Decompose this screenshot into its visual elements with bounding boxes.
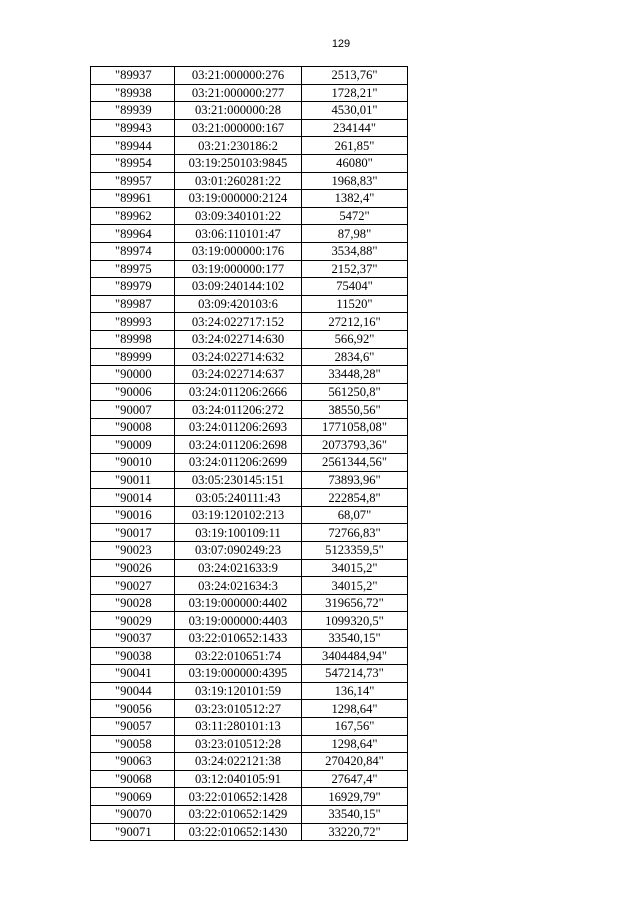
cadastral-number-cell: 03:06:110101:47 xyxy=(175,225,302,243)
value-cell: 4530,01" xyxy=(302,102,408,120)
value-cell: 87,98" xyxy=(302,225,408,243)
table-row xyxy=(91,577,408,595)
record-number-cell: "90063 xyxy=(91,753,175,771)
cadastral-number-cell: 03:11:280101:13 xyxy=(175,717,302,735)
table-row xyxy=(91,383,408,401)
table-row xyxy=(91,401,408,419)
cadastral-number-cell: 03:21:000000:167 xyxy=(175,119,302,137)
table-row xyxy=(91,612,408,630)
table-row xyxy=(91,313,408,331)
value-cell: 270420,84" xyxy=(302,753,408,771)
record-number-cell: "89938 xyxy=(91,84,175,102)
record-number-cell: "90008 xyxy=(91,418,175,436)
cadastral-number-cell: 03:21:000000:277 xyxy=(175,84,302,102)
record-number-cell: "90027 xyxy=(91,577,175,595)
value-cell: 1771058,08" xyxy=(302,418,408,436)
record-number-cell: "89954 xyxy=(91,154,175,172)
cadastral-number-cell: 03:24:021634:3 xyxy=(175,577,302,595)
value-cell: 222854,8" xyxy=(302,489,408,507)
cadastral-number-cell: 03:05:240111:43 xyxy=(175,489,302,507)
record-number-cell: "90058 xyxy=(91,735,175,753)
value-cell: 72766,83" xyxy=(302,524,408,542)
table-row xyxy=(91,788,408,806)
value-cell: 11520" xyxy=(302,295,408,313)
cadastral-number-cell: 03:05:230145:151 xyxy=(175,471,302,489)
record-number-cell: "89974 xyxy=(91,242,175,260)
value-cell: 27212,16" xyxy=(302,313,408,331)
value-cell: 3534,88" xyxy=(302,242,408,260)
value-cell: 33540,15" xyxy=(302,630,408,648)
value-cell: 33448,28" xyxy=(302,366,408,384)
table-row xyxy=(91,330,408,348)
record-number-cell: "90010 xyxy=(91,454,175,472)
table-row xyxy=(91,278,408,296)
table-row xyxy=(91,102,408,120)
table-row xyxy=(91,366,408,384)
cadastral-number-cell: 03:21:000000:276 xyxy=(175,67,302,85)
value-cell: 1728,21" xyxy=(302,84,408,102)
record-number-cell: "90071 xyxy=(91,823,175,841)
cadastral-number-cell: 03:19:000000:4402 xyxy=(175,594,302,612)
cadastral-number-cell: 03:24:022717:152 xyxy=(175,313,302,331)
record-number-cell: "90044 xyxy=(91,682,175,700)
value-cell: 34015,2" xyxy=(302,559,408,577)
record-number-cell: "90070 xyxy=(91,805,175,823)
cadastral-number-cell: 03:24:011206:2666 xyxy=(175,383,302,401)
value-cell: 136,14" xyxy=(302,682,408,700)
value-cell: 3404484,94" xyxy=(302,647,408,665)
cadastral-number-cell: 03:19:000000:177 xyxy=(175,260,302,278)
record-number-cell: "90009 xyxy=(91,436,175,454)
value-cell: 68,07" xyxy=(302,506,408,524)
cadastral-number-cell: 03:01:260281:22 xyxy=(175,172,302,190)
value-cell: 34015,2" xyxy=(302,577,408,595)
record-number-cell: "89937 xyxy=(91,67,175,85)
record-number-cell: "89944 xyxy=(91,137,175,155)
cadastral-number-cell: 03:24:011206:272 xyxy=(175,401,302,419)
table-row xyxy=(91,542,408,560)
value-cell: 75404" xyxy=(302,278,408,296)
record-number-cell: "90017 xyxy=(91,524,175,542)
record-number-cell: "90069 xyxy=(91,788,175,806)
cadastral-number-cell: 03:24:011206:2698 xyxy=(175,436,302,454)
table-row xyxy=(91,647,408,665)
cadastral-number-cell: 03:19:000000:4403 xyxy=(175,612,302,630)
cadastral-number-cell: 03:22:010652:1433 xyxy=(175,630,302,648)
table-row xyxy=(91,506,408,524)
cadastral-number-cell: 03:22:010652:1430 xyxy=(175,823,302,841)
record-number-cell: "90000 xyxy=(91,366,175,384)
table-row xyxy=(91,770,408,788)
cadastral-number-cell: 03:24:011206:2693 xyxy=(175,418,302,436)
cadastral-number-cell: 03:19:250103:9845 xyxy=(175,154,302,172)
table-row xyxy=(91,594,408,612)
table-row xyxy=(91,682,408,700)
table-row xyxy=(91,295,408,313)
table-row xyxy=(91,735,408,753)
cadastral-number-cell: 03:19:000000:4395 xyxy=(175,665,302,683)
table-row xyxy=(91,190,408,208)
value-cell: 46080" xyxy=(302,154,408,172)
value-cell: 5123359,5" xyxy=(302,542,408,560)
cadastral-number-cell: 03:19:000000:176 xyxy=(175,242,302,260)
record-number-cell: "90029 xyxy=(91,612,175,630)
record-number-cell: "89939 xyxy=(91,102,175,120)
value-cell: 5472" xyxy=(302,207,408,225)
table-row xyxy=(91,630,408,648)
cadastral-number-cell: 03:22:010652:1429 xyxy=(175,805,302,823)
cadastral-number-cell: 03:24:011206:2699 xyxy=(175,454,302,472)
table-row xyxy=(91,137,408,155)
cadastral-number-cell: 03:22:010652:1428 xyxy=(175,788,302,806)
cadastral-number-cell: 03:23:010512:27 xyxy=(175,700,302,718)
value-cell: 1968,83" xyxy=(302,172,408,190)
value-cell: 566,92" xyxy=(302,330,408,348)
table-row xyxy=(91,489,408,507)
value-cell: 234144" xyxy=(302,119,408,137)
table-row xyxy=(91,471,408,489)
cadastral-number-cell: 03:24:022714:637 xyxy=(175,366,302,384)
value-cell: 2152,37" xyxy=(302,260,408,278)
record-number-cell: "90037 xyxy=(91,630,175,648)
table-row xyxy=(91,119,408,137)
table-row xyxy=(91,260,408,278)
cadastral-number-cell: 03:24:022121:38 xyxy=(175,753,302,771)
table-row xyxy=(91,207,408,225)
cadastral-number-cell: 03:21:000000:28 xyxy=(175,102,302,120)
record-number-cell: "90007 xyxy=(91,401,175,419)
record-number-cell: "90023 xyxy=(91,542,175,560)
cadastral-number-cell: 03:22:010651:74 xyxy=(175,647,302,665)
table-row xyxy=(91,418,408,436)
table-row xyxy=(91,84,408,102)
record-number-cell: "90014 xyxy=(91,489,175,507)
registry-table-body xyxy=(91,67,408,841)
record-number-cell: "90016 xyxy=(91,506,175,524)
table-row xyxy=(91,753,408,771)
value-cell: 167,56" xyxy=(302,717,408,735)
value-cell: 27647,4" xyxy=(302,770,408,788)
record-number-cell: "89957 xyxy=(91,172,175,190)
value-cell: 1298,64" xyxy=(302,700,408,718)
cadastral-number-cell: 03:09:340101:22 xyxy=(175,207,302,225)
record-number-cell: "90026 xyxy=(91,559,175,577)
cadastral-number-cell: 03:19:120102:213 xyxy=(175,506,302,524)
table-row xyxy=(91,717,408,735)
record-number-cell: "90068 xyxy=(91,770,175,788)
value-cell: 73893,96" xyxy=(302,471,408,489)
record-number-cell: "89961 xyxy=(91,190,175,208)
value-cell: 1298,64" xyxy=(302,735,408,753)
cadastral-number-cell: 03:24:021633:9 xyxy=(175,559,302,577)
cadastral-number-cell: 03:21:230186:2 xyxy=(175,137,302,155)
value-cell: 2073793,36" xyxy=(302,436,408,454)
table-row xyxy=(91,454,408,472)
value-cell: 38550,56" xyxy=(302,401,408,419)
cadastral-number-cell: 03:07:090249:23 xyxy=(175,542,302,560)
value-cell: 1099320,5" xyxy=(302,612,408,630)
record-number-cell: "89999 xyxy=(91,348,175,366)
record-number-cell: "90057 xyxy=(91,717,175,735)
table-row xyxy=(91,436,408,454)
table-row xyxy=(91,805,408,823)
table-row xyxy=(91,700,408,718)
cadastral-number-cell: 03:09:420103:6 xyxy=(175,295,302,313)
cadastral-number-cell: 03:19:120101:59 xyxy=(175,682,302,700)
value-cell: 2834,6" xyxy=(302,348,408,366)
table-row xyxy=(91,172,408,190)
value-cell: 1382,4" xyxy=(302,190,408,208)
table-row xyxy=(91,823,408,841)
cadastral-number-cell: 03:23:010512:28 xyxy=(175,735,302,753)
record-number-cell: "89979 xyxy=(91,278,175,296)
record-number-cell: "89975 xyxy=(91,260,175,278)
cadastral-number-cell: 03:12:040105:91 xyxy=(175,770,302,788)
value-cell: 561250,8" xyxy=(302,383,408,401)
cadastral-number-cell: 03:19:100109:11 xyxy=(175,524,302,542)
record-number-cell: "89993 xyxy=(91,313,175,331)
table-row xyxy=(91,524,408,542)
value-cell: 2561344,56" xyxy=(302,454,408,472)
cadastral-number-cell: 03:24:022714:632 xyxy=(175,348,302,366)
value-cell: 261,85" xyxy=(302,137,408,155)
record-number-cell: "90056 xyxy=(91,700,175,718)
cadastral-number-cell: 03:24:022714:630 xyxy=(175,330,302,348)
table-row xyxy=(91,348,408,366)
table-row xyxy=(91,154,408,172)
record-number-cell: "89962 xyxy=(91,207,175,225)
record-number-cell: "90006 xyxy=(91,383,175,401)
cadastral-number-cell: 03:19:000000:2124 xyxy=(175,190,302,208)
record-number-cell: "90041 xyxy=(91,665,175,683)
value-cell: 33540,15" xyxy=(302,805,408,823)
record-number-cell: "90011 xyxy=(91,471,175,489)
record-number-cell: "89964 xyxy=(91,225,175,243)
table-row xyxy=(91,242,408,260)
record-number-cell: "90028 xyxy=(91,594,175,612)
table-row xyxy=(91,67,408,85)
value-cell: 2513,76" xyxy=(302,67,408,85)
record-number-cell: "90038 xyxy=(91,647,175,665)
table-row xyxy=(91,665,408,683)
page-number: 129 xyxy=(331,38,351,50)
value-cell: 33220,72" xyxy=(302,823,408,841)
cadastral-number-cell: 03:09:240144:102 xyxy=(175,278,302,296)
table-row xyxy=(91,225,408,243)
registry-table xyxy=(90,66,408,841)
record-number-cell: "89943 xyxy=(91,119,175,137)
value-cell: 319656,72" xyxy=(302,594,408,612)
record-number-cell: "89998 xyxy=(91,330,175,348)
record-number-cell: "89987 xyxy=(91,295,175,313)
value-cell: 547214,73" xyxy=(302,665,408,683)
value-cell: 16929,79" xyxy=(302,788,408,806)
table-row xyxy=(91,559,408,577)
